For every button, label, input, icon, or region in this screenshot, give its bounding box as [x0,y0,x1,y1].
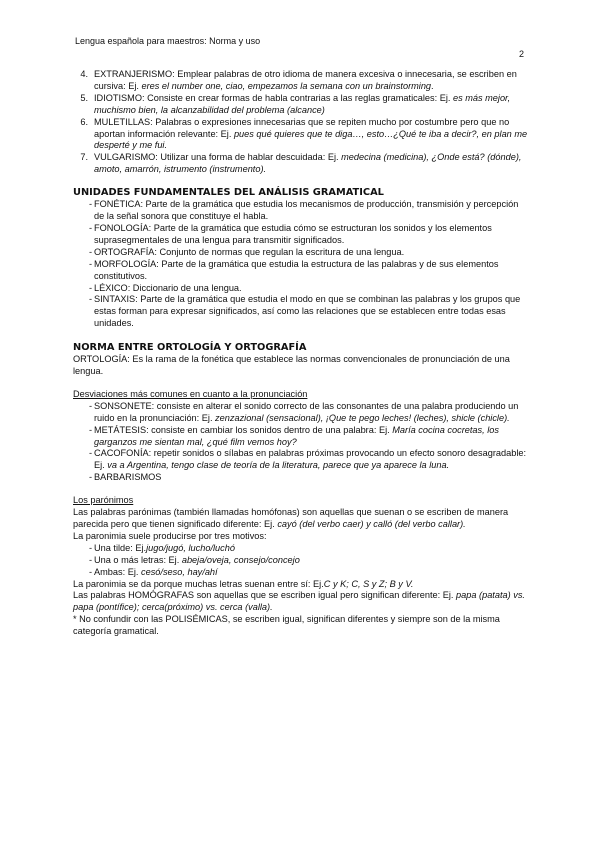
list-item: - ORTOGRAFÍA: Conjunto de normas que regulan la escritura de una lengua. [89,246,405,257]
example-text: cesó/seso, hay/ahí [140,566,218,577]
list-item: - LÉXICO: Diccionario de una lengua. [89,282,242,293]
list-item: - SONSONETE: consiste en alterar el sonido correcto de las consonantes de una palabra produciendo un ruido en la pronunciación: Ej. zenzazional (sensacional), ¡Que te pego leches! (leches), shicle (chicle). [89,400,519,423]
example-text: abeja/oveja, consejo/concejo [181,554,300,565]
example-text: va a Argentina, tengo clase de teoría de la literatura, parece que ya aparece la luna. [107,460,450,471]
list-item: - MORFOLOGÍA: Parte de la gramática que estudia la estructura de las palabras y de sus elementos constitutivos. [89,258,499,281]
example-text: cayó (del verbo caer) y calló (del verbo callar). [277,519,466,529]
list-item: - SINTAXIS: Parte de la gramática que estudia el modo en que se combinan las palabras y los grupos que estas forman para expresar significados, así como las relaciones que se establecen entre todas esas unidades. [89,294,521,329]
list-item: 5. IDIOTISMO: Consiste en crear formas de habla contrarias a las reglas gramaticales: Ej. es más mejor, muchismo bien, la alcanzabilidad del problema (alcance) [80,92,511,115]
example-text: medecina (medicina), ¿Onde está? (dónde), amoto, amarrón, istrumento (instrumento). [94,152,522,175]
list-item: - FONÉTICA: Parte de la gramática que estudia los mecanismos de producción, transmisión y percepción de la señal sonora que constituye el habla. [89,199,519,222]
example-text: C y K; C, S y Z; B y V. [323,578,414,589]
running-header: Lengua española para maestros: Norma y uso [75,36,261,46]
example-text: jugo/jugó, lucho/luchó [146,542,235,553]
list-item: - METÁTESIS: consiste en cambiar los sonidos dentro de una palabra: Ej. María cocina cocretas, los garganzos me sientan mal, ¿qué film vemos hoy? [89,424,499,447]
list-item: - Ambas: Ej. cesó/seso, hay/ahí [89,566,218,577]
homografas-definition: Las palabras HOMÓGRAFAS son aquellas que se escriben igual pero significan diferente: Ej. papa (patata) vs. papa (pontífice); cerca(próximo) vs. cerca (valla). [73,590,525,613]
subsection-heading: Desviaciones más comunes en cuanto a la pronunciación [73,388,308,399]
page-number: 2 [519,49,525,59]
example-text: María cocina cocretas, los garganzos me sientan mal, ¿qué film vemos hoy? [94,424,499,447]
example-text: papa (patata) vs. papa (pontífice); cerca(próximo) vs. cerca (valla). [73,590,525,613]
polisemicas-note: * No confundir con las POLISÉMICAS, se escriben igual, significan diferentes y siempre son de la misma categoría gramatical. [73,614,500,637]
paronimos-definition: Las palabras parónimas (también llamadas homófonas) son aquellas que suenan o se escriben de manera parecida pero que tienen significado diferente: Ej. cayó (del verbo caer) y calló (del verbo callar). [73,507,509,529]
numbered-list [73,69,528,176]
list-item: - BARBARISMOS [89,472,162,483]
page-content [73,69,528,638]
paronimia-intro: La paronimia suele producirse por tres motivos: [73,530,267,541]
deviations-list [73,401,528,484]
units-list [73,199,528,330]
subsection-heading: Los parónimos [73,495,134,506]
list-item: 4. EXTRANJERISMO: Emplear palabras de otro idioma de manera excesiva o innecesaria, se escriben en cursiva: Ej. eres el number one, ciao, empezamos la semana con un brainstorming. [80,69,517,91]
list-item: - Una tilde: Ej.jugo/jugó, lucho/luchó [89,542,235,553]
list-item: - FONOLOGÍA: Parte de la gramática que estudia cómo se estructuran los sonidos y los elementos suprasegmentales de una lengua para transmitir significados. [89,222,492,245]
example-text: pues qué quieres que te diga…, esto…¿Qué te iba a decir?, en plan me desperté y me fui. [94,128,528,151]
section-heading: UNIDADES FUNDAMENTALES DEL ANÁLISIS GRAMATICAL [73,187,384,199]
section-heading: NORMA ENTRE ORTOLOGÍA Y ORTOGRAFÍA [73,342,307,354]
motives-list [73,543,528,579]
list-item: 7. VULGARISMO: Utilizar una forma de hablar descuidada: Ej. medecina (medicina), ¿Onde está? (dónde), amoto, amarrón, istrumento (instrumento). [80,152,522,175]
ortologia-definition: ORTOLOGÍA: Es la rama de la fonética que establece las normas convencionales de pronunciación de una lengua. [73,354,510,377]
list-item: - CACOFONÍA: repetir sonidos o sílabas en palabras próximas provocando un efecto sonoro desagradable: Ej. va a Argentina, tengo clase de teoría de la literatura, parece que ya aparece la luna. [89,448,527,471]
example-text: es más mejor, muchismo bien, la alcanzabilidad del problema (alcance) [94,92,511,115]
list-item: - Una o más letras: Ej. abeja/oveja, consejo/concejo [89,554,300,565]
paronimia-cause: La paronimia se da porque muchas letras suenan entre sí: Ej.C y K; C, S y Z; B y V. [73,578,414,589]
example-text: zenzazional (sensacional), ¡Que te pego leches! (leches), shicle (chicle). [215,412,510,423]
example-text: eres el number one, ciao, empezamos la semana con un brainstorming [141,80,432,91]
list-item: 6. MULETILLAS: Palabras o expresiones innecesarias que se repiten mucho por costumbre pero que no aportan información relevante: Ej. pues qué quieres que te diga…, esto…¿Qué te iba a decir?, en plan me desperté y me fui. [80,116,528,151]
